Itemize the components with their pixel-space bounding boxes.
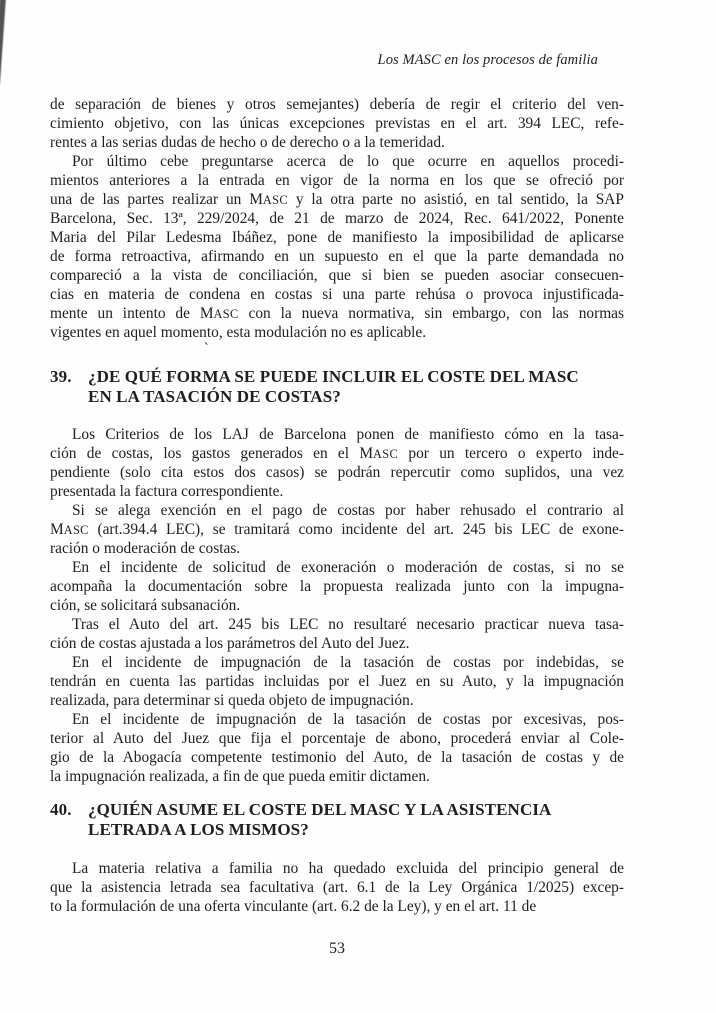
paragraph	[50, 859, 624, 916]
heading-line: ¿DE QUÉ FORMA SE PUEDE INCLUIR EL COSTE DEL MASC	[88, 367, 579, 386]
section-40-heading	[50, 800, 624, 840]
running-head: Los MASC en los procesos de familia	[377, 52, 598, 68]
text-line: terior al Auto del Juez que fija el porcentaje de abono, procederá enviar al Cole-	[50, 730, 624, 747]
text-line: En el incidente de solicitud de exoneración o moderación de costas, si no se	[72, 559, 624, 576]
paragraph	[50, 95, 624, 152]
text-line: ción de costas ajustada a los parámetros del Auto del Juez.	[50, 635, 410, 652]
text-line: de separación de bienes y otros semejantes) debería de regir el criterio del ven-	[50, 96, 624, 113]
paragraph	[50, 501, 624, 558]
intro-paragraphs	[50, 95, 624, 342]
paragraph	[50, 710, 624, 786]
text-line: una de las partes realizar un MASC y la otra parte no asistió, en tal sentido, la SAP	[50, 191, 624, 208]
text-line: cias en materia de condena en costas si una parte rehúsa o provoca injustificada-	[50, 286, 624, 303]
text-line: ción, se solicitará subsanación.	[50, 597, 241, 614]
section-40-title	[88, 800, 624, 840]
text-line: pendiente (solo cita estos dos casos) se podrán repercutir como suplidos, una vez	[50, 464, 624, 481]
text-line: Barcelona, Sec. 13ª, 229/2024, de 21 de marzo de 2024, Rec. 641/2022, Ponente	[50, 210, 624, 227]
paragraph	[50, 653, 624, 710]
text-line: to la formulación de una oferta vinculante (art. 6.2 de la Ley), y en el art. 11 de	[50, 898, 537, 915]
text-line: presentada la factura correspondiente.	[50, 483, 284, 500]
page-number: 53	[329, 940, 345, 957]
text-line: rentes a las serias dudas de hecho o de derecho o a la temeridad.	[50, 134, 445, 151]
text-line: Por último cebe preguntarse acerca de lo que ocurre en aquellos procedi-	[72, 153, 624, 170]
text-line: MASC (art.394.4 LEC), se tramitará como incidente del art. 245 bis LEC de exone-	[50, 521, 624, 538]
text-line: ración o moderación de costas.	[50, 540, 241, 557]
section-39-title	[88, 367, 624, 407]
text-line: la impugnación realizada, a fin de que pueda emitir dictamen.	[50, 768, 430, 785]
text-line: Los Criterios de los LAJ de Barcelona ponen de manifiesto cómo en la tasa-	[72, 426, 624, 443]
section-39-heading	[50, 367, 624, 407]
heading-line: LETRADA A LOS MISMOS?	[88, 820, 309, 839]
text-line: compareció a la vista de conciliación, que si bien se pueden asociar consecuen-	[50, 267, 624, 284]
text-line: gio de la Abogacía competente testimonio del Auto, de la tasación de costas y de	[50, 749, 624, 766]
text-line: tendrán en cuenta las partidas incluidas por el Juez en su Auto, y la impugnación	[50, 673, 624, 690]
stray-mark: `	[201, 340, 210, 358]
text-line: Tras el Auto del art. 245 bis LEC no resultaré necesario practicar nueva tasa-	[72, 616, 624, 633]
heading-line: EN LA TASACIÓN DE COSTAS?	[88, 387, 341, 406]
paragraph	[50, 615, 624, 653]
paragraph	[50, 558, 624, 615]
text-line: ción de costas, los gastos generados en el MASC por un tercero o experto inde-	[50, 445, 624, 462]
section-40-number: 40.	[50, 800, 72, 819]
paragraph	[50, 425, 624, 501]
text-line: de forma retroactiva, afirmando en un supuesto en el que la parte demandada no	[50, 248, 624, 265]
text-line: vigentes en aquel momento, esta modulación no es aplicable.	[50, 324, 427, 341]
text-line: En el incidente de impugnación de la tasación de costas por indebidas, se	[72, 654, 624, 671]
text-line: Maria del Pilar Ledesma Ibáñez, pone de manifiesto la imposibilidad de aplicarse	[50, 229, 624, 246]
section-39-number: 39.	[50, 367, 72, 386]
paragraph	[50, 152, 624, 342]
text-line: La materia relativa a familia no ha quedado excluida del principio general de	[72, 860, 624, 877]
section-40-paragraphs	[50, 859, 624, 916]
text-line: realizada, para determinar si queda objeto de impugnación.	[50, 692, 414, 709]
text-line: que la asistencia letrada sea facultativa (art. 6.1 de la Ley Orgánica 1/2025) excep-	[50, 879, 624, 896]
text-line: mientos anteriores a la entrada en vigor de la norma en los que se ofreció por	[50, 172, 624, 189]
heading-line: ¿QUIÉN ASUME EL COSTE DEL MASC Y LA ASISTENCIA	[88, 800, 552, 819]
text-line: mente un intento de MASC con la nueva normativa, sin embargo, con las normas	[50, 305, 624, 322]
text-line: acompaña la documentación sobre la propuesta realizada junto con la impugna-	[50, 578, 624, 595]
section-39-paragraphs	[50, 425, 624, 786]
text-line: cimiento objetivo, con las únicas excepciones previstas en el art. 394 LEC, refe-	[50, 115, 624, 132]
text-line: Si se alega exención en el pago de costas por haber rehusado el contrario al	[72, 502, 624, 519]
text-line: En el incidente de impugnación de la tasación de costas por excesivas, pos-	[72, 711, 624, 728]
scan-edge-artifact	[0, 0, 6, 85]
